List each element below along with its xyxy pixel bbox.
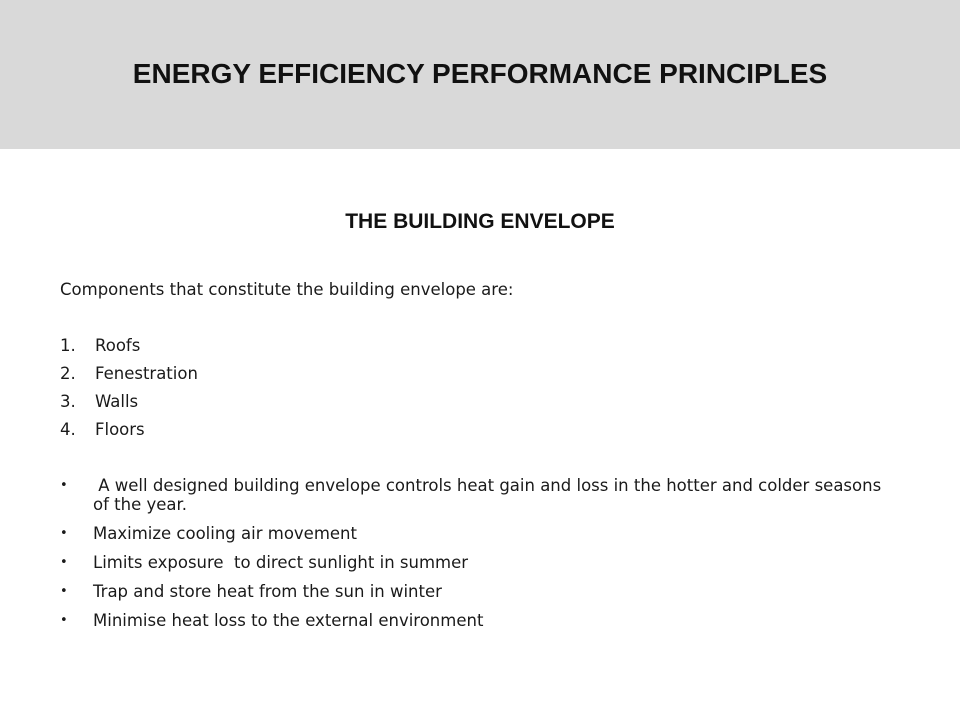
bullet-icon: • <box>60 613 68 628</box>
list-label: Floors <box>95 420 145 439</box>
bullet-item <box>60 611 890 630</box>
list-number: 3. <box>60 392 76 411</box>
list-number: 2. <box>60 364 76 383</box>
bullet-text: Limits exposure to direct sunlight in summer <box>93 553 469 572</box>
page-title: ENERGY EFFICIENCY PERFORMANCE PRINCIPLES <box>132 58 828 89</box>
bullet-text: Minimise heat loss to the external environment <box>93 611 484 630</box>
list-number: 4. <box>60 420 76 439</box>
bullet-item <box>60 524 890 543</box>
bullet-item <box>60 582 890 601</box>
components-list <box>60 336 198 448</box>
bullet-icon: • <box>60 526 68 541</box>
list-label: Roofs <box>95 336 141 355</box>
list-label: Fenestration <box>95 364 198 383</box>
bullet-text: Maximize cooling air movement <box>93 524 357 543</box>
bullet-text: A well designed building envelope controls heat gain and loss in the hotter and colder seasons of the year. <box>93 476 887 514</box>
bullet-icon: • <box>60 584 68 599</box>
bullet-icon: • <box>60 478 68 493</box>
list-number: 1. <box>60 336 76 355</box>
list-item <box>60 336 198 364</box>
list-item <box>60 364 198 392</box>
list-label: Walls <box>95 392 139 411</box>
header-bar <box>0 0 960 149</box>
bullet-text: Trap and store heat from the sun in winter <box>93 582 442 601</box>
bullet-list <box>60 476 890 640</box>
section-subtitle: THE BUILDING ENVELOPE <box>345 210 615 233</box>
list-item <box>60 420 198 448</box>
bullet-item <box>60 553 890 572</box>
intro-text: Components that constitute the building envelope are: <box>60 280 514 299</box>
bullet-icon: • <box>60 555 68 570</box>
bullet-item <box>60 476 890 514</box>
list-item <box>60 392 198 420</box>
